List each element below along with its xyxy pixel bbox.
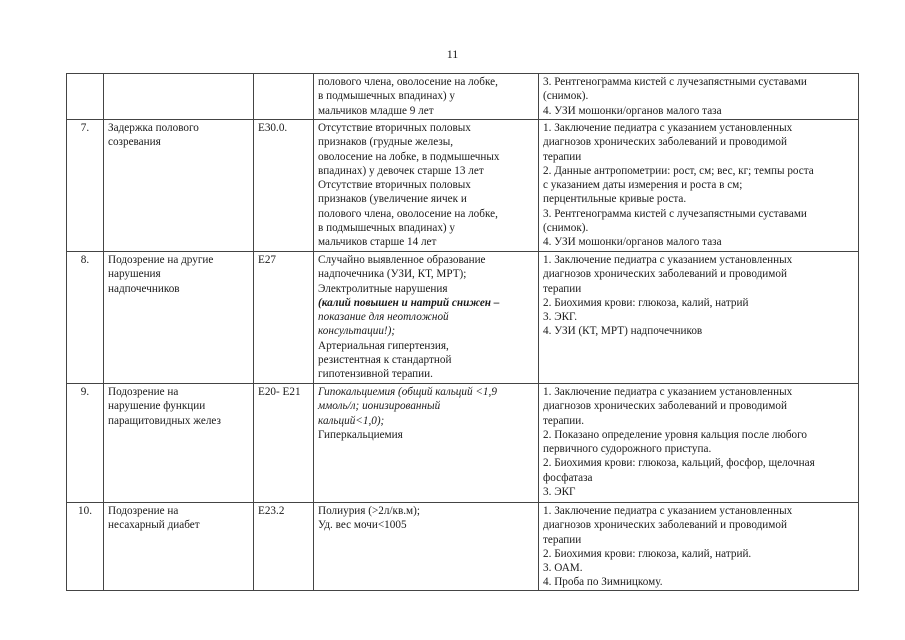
criteria-line: мальчиков младше 9 лет — [318, 104, 434, 117]
criteria-line: кальций<1,0); — [318, 414, 385, 427]
page-number: 11 — [446, 47, 459, 61]
criteria-line: полового члена, оволосение на лобке, — [318, 207, 498, 220]
criteria-line: надпочечника (УЗИ, КТ, МРТ); — [318, 268, 467, 281]
condition-name-line: Задержка полового — [108, 122, 199, 134]
condition-name-line: Подозрение на другие — [108, 254, 214, 266]
criteria-cell — [314, 384, 539, 503]
exam-line: 3. ЭКГ. — [543, 311, 578, 324]
criteria-line: резистентная к стандартной — [318, 354, 452, 367]
icd-code-cell: E30.0. — [254, 120, 314, 252]
criteria-line: Гиперкальциемия — [318, 428, 403, 441]
exam-line: диагнозов хронических заболеваний и проводимой — [543, 268, 787, 281]
exam-line: диагнозов хронических заболеваний и проводимой — [543, 136, 787, 149]
criteria-line: Полиурия (>2л/кв.м); — [318, 505, 420, 517]
exam-line: диагнозов хронических заболеваний и проводимой — [543, 400, 787, 413]
exam-line: 3. Рентгенограмма кистей с лучезапястными суставами — [543, 207, 807, 220]
icd-code-cell: E23.2 — [254, 503, 314, 591]
exams-cell — [539, 503, 859, 591]
table-row — [67, 384, 859, 503]
criteria-line: мальчиков старше 14 лет — [318, 236, 437, 249]
table-row — [67, 120, 859, 252]
condition-name-cell — [104, 74, 254, 120]
condition-name-line: созревания — [108, 136, 161, 149]
criteria-line: в подмышечных впадинах) у — [318, 90, 456, 103]
exam-line: 1. Заключение педиатра с указанием установленных — [543, 505, 793, 517]
criteria-cell — [314, 503, 539, 591]
criteria-line: полового члена, оволосение на лобке, — [318, 76, 498, 88]
referral-criteria-table — [66, 73, 859, 591]
condition-name-cell — [104, 120, 254, 252]
criteria-line: (калий повышен и натрий снижен – — [318, 296, 500, 309]
criteria-line: показание для неотложной — [318, 311, 449, 324]
row-number-cell: 10. — [67, 503, 104, 591]
row-number-cell: 9. — [67, 384, 104, 503]
exams-cell — [539, 74, 859, 120]
exam-line: перцентильные кривые роста. — [543, 193, 687, 206]
exam-line: 1. Заключение педиатра с указанием установленных — [543, 386, 793, 398]
exams-cell — [539, 384, 859, 503]
exam-line: 4. УЗИ мошонки/органов малого таза — [543, 236, 722, 249]
exam-line: фосфатаза — [543, 471, 593, 484]
exam-line: 3. ЭКГ — [543, 486, 576, 499]
exam-line: 2. Показано определение уровня кальция после любого — [543, 428, 808, 441]
exam-line: 1. Заключение педиатра с указанием установленных — [543, 122, 793, 134]
criteria-line: признаков (грудные железы, — [318, 136, 454, 149]
criteria-cell — [314, 252, 539, 384]
condition-name-cell — [104, 384, 254, 503]
table-row — [67, 503, 859, 591]
exam-line: 2. Биохимия крови: глюкоза, кальций, фосфор, щелочная — [543, 457, 815, 470]
criteria-line: консультации!); — [318, 325, 396, 338]
criteria-cell — [314, 74, 539, 120]
condition-name-cell — [104, 252, 254, 384]
condition-name-line: несахарный диабет — [108, 519, 200, 532]
exam-line: 3. ОАМ. — [543, 562, 583, 575]
exam-line: 4. УЗИ (КТ, МРТ) надпочечников — [543, 325, 703, 338]
exam-line: (снимок). — [543, 222, 589, 235]
icd-code-cell — [254, 74, 314, 120]
criteria-line: Электролитные нарушения — [318, 282, 448, 295]
exam-line: 3. Рентгенограмма кистей с лучезапястными суставами — [543, 76, 807, 88]
exam-line: 2. Биохимия крови: глюкоза, калий, натрий. — [543, 547, 752, 560]
icd-code-cell: E27 — [254, 252, 314, 384]
exams-cell — [539, 252, 859, 384]
exam-line: 2. Данные антропометрии: рост, см; вес, кг; темпы роста — [543, 164, 814, 177]
condition-name-line: нарушение функции — [108, 400, 206, 413]
exam-line: 2. Биохимия крови: глюкоза, калий, натрий — [543, 296, 749, 309]
row-number-cell: 8. — [67, 252, 104, 384]
exams-cell — [539, 120, 859, 252]
condition-name-line: нарушения — [108, 268, 161, 281]
icd-code-cell: E20- E21 — [254, 384, 314, 503]
exam-line: 1. Заключение педиатра с указанием установленных — [543, 254, 793, 266]
criteria-line: в подмышечных впадинах) у — [318, 222, 456, 235]
condition-name-line: паращитовидных желез — [108, 414, 221, 427]
exam-line: с указанием даты измерения и роста в см; — [543, 179, 743, 192]
criteria-line: оволосение на лобке, в подмышечных — [318, 150, 500, 163]
criteria-line: Уд. вес мочи<1005 — [318, 519, 407, 532]
criteria-line: Отсутствие вторичных половых — [318, 179, 471, 192]
exam-line: (снимок). — [543, 90, 589, 103]
condition-name-cell — [104, 503, 254, 591]
exam-line: терапии — [543, 150, 582, 163]
criteria-line: впадинах) у девочек старше 13 лет — [318, 164, 484, 177]
exam-line: первичного судорожного приступа. — [543, 443, 712, 456]
exam-line: 4. Проба по Зимницкому. — [543, 576, 663, 589]
condition-name-line: Подозрение на — [108, 505, 179, 517]
criteria-line: ммоль/л; ионизированный — [318, 400, 441, 413]
table-row — [67, 252, 859, 384]
exam-line: 4. УЗИ мошонки/органов малого таза — [543, 104, 722, 117]
criteria-line: Артериальная гипертензия, — [318, 339, 449, 352]
criteria-line: Отсутствие вторичных половых — [318, 122, 471, 134]
table-body — [67, 74, 859, 591]
exam-line: терапии — [543, 533, 582, 546]
criteria-line: признаков (увеличение яичек и — [318, 193, 467, 206]
row-number-cell: 7. — [67, 120, 104, 252]
exam-line: диагнозов хронических заболеваний и проводимой — [543, 519, 787, 532]
criteria-cell — [314, 120, 539, 252]
table-row — [67, 74, 859, 120]
criteria-line: гипотензивной терапии. — [318, 368, 433, 381]
exam-line: терапии. — [543, 414, 585, 427]
exam-line: терапии — [543, 282, 582, 295]
criteria-line: Гипокальциемия (общий кальций <1,9 — [318, 386, 497, 398]
criteria-line: Случайно выявленное образование — [318, 254, 486, 266]
condition-name-line: надпочечников — [108, 282, 180, 295]
row-number-cell — [67, 74, 104, 120]
condition-name-line: Подозрение на — [108, 386, 179, 398]
